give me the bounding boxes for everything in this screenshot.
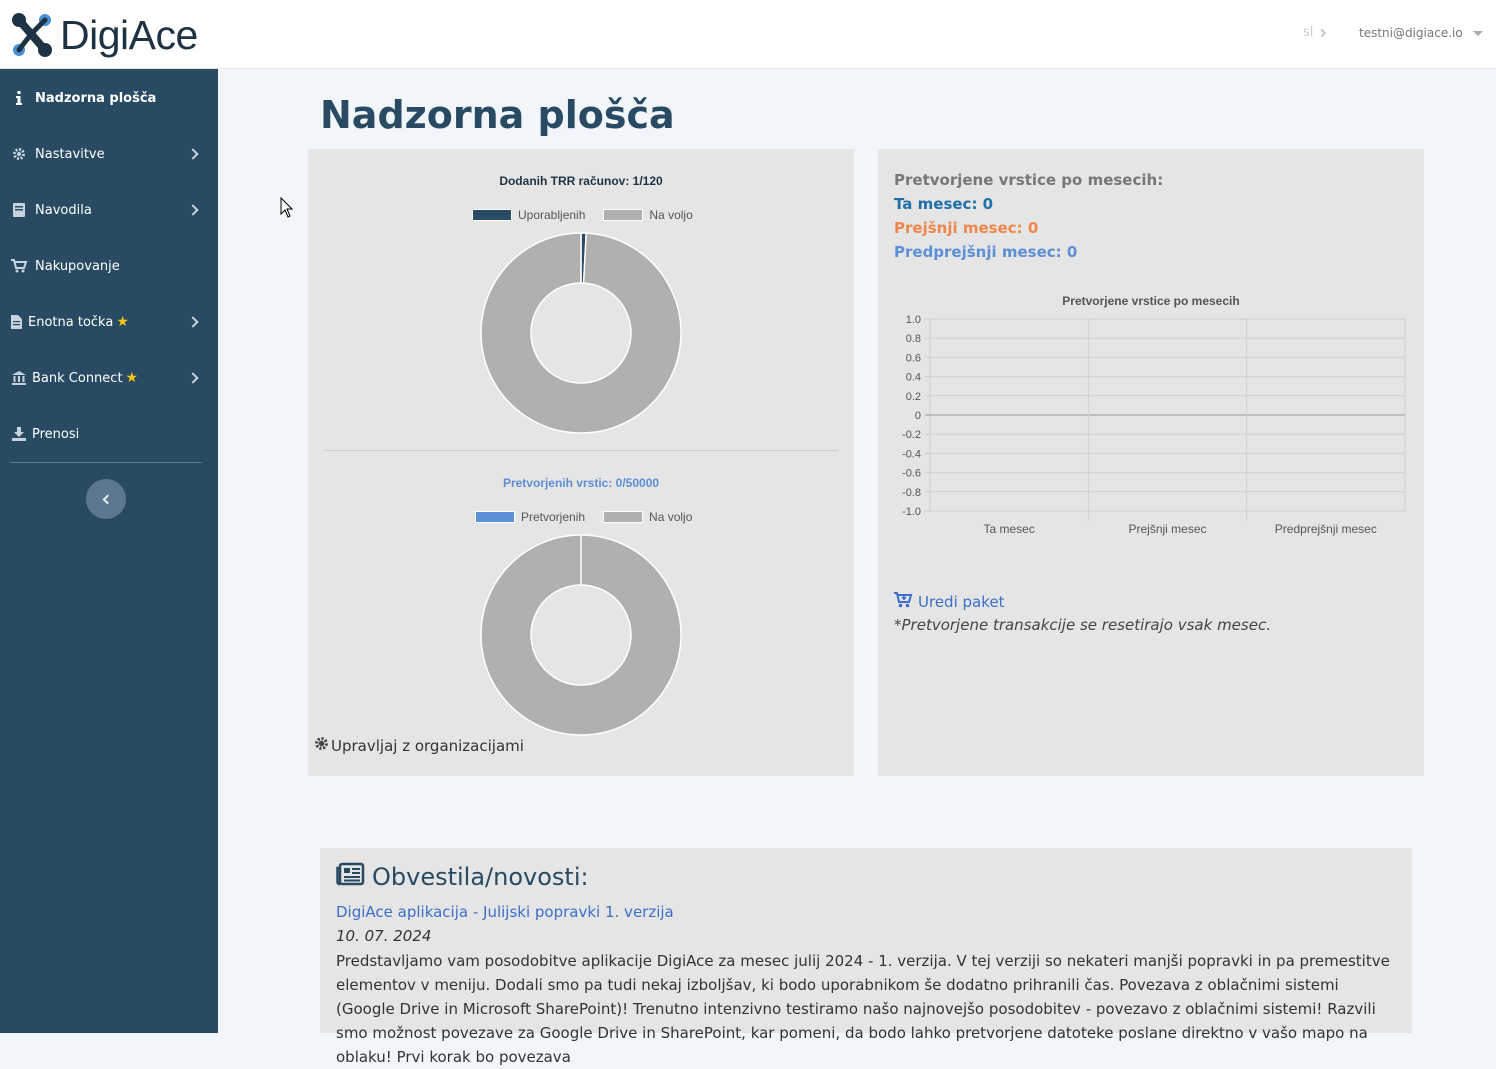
sidebar-item-label: Bank Connect ★ <box>32 370 139 386</box>
info-icon <box>11 90 27 106</box>
pie-slice-na-voljo <box>481 233 681 433</box>
y-tick-label: -0.4 <box>902 448 921 461</box>
sidebar-item-shopping[interactable] <box>0 238 218 294</box>
bank-icon <box>11 370 27 386</box>
cart-icon <box>11 258 27 274</box>
y-tick-label: -0.8 <box>902 486 921 499</box>
news-heading-label: Obvestila/novosti: <box>372 863 589 891</box>
edit-package-label: Uredi paket <box>918 593 1005 611</box>
legend-swatch <box>472 209 512 221</box>
chevron-right-icon <box>187 372 198 383</box>
language-label: sl <box>1303 25 1314 40</box>
accounts-card <box>308 149 854 776</box>
rows-chart-title: Pretvorjenih vrstic: 0/50000 <box>502 476 660 490</box>
logo-mark-icon <box>10 12 54 58</box>
user-email: testni@digiace.io <box>1359 26 1463 40</box>
logo-text: DigiAce <box>60 11 198 58</box>
conversion-summary <box>894 168 1163 264</box>
manage-organizations-link[interactable] <box>314 736 524 755</box>
chevron-right-icon <box>187 204 198 215</box>
sidebar-item-downloads[interactable] <box>0 406 218 462</box>
chevron-left-icon <box>103 494 113 504</box>
prev-month-count: Predprejšnji mesec: 0 <box>894 243 1078 261</box>
chevron-right-icon <box>187 316 198 327</box>
monthly-bar-chart <box>878 309 1424 539</box>
sidebar-item-dashboard[interactable] <box>0 70 218 126</box>
last-month-count: Prejšnji mesec: 0 <box>894 219 1039 237</box>
cart-icon <box>894 592 912 612</box>
sidebar-item-label: Nadzorna plošča <box>35 90 157 106</box>
bar-chart-title: Pretvorjene vrstice po mesecih <box>1062 294 1240 308</box>
gear-icon <box>314 736 329 755</box>
sidebar-item-label: Nakupovanje <box>35 258 120 274</box>
document-icon <box>8 314 24 330</box>
sidebar-item-label: Prenosi <box>32 426 80 442</box>
y-tick-label: 0.4 <box>905 371 921 384</box>
star-icon: ★ <box>116 314 129 330</box>
caret-down-icon <box>1473 31 1483 36</box>
y-tick-label: -1.0 <box>902 506 921 518</box>
this-month-count: Ta mesec: 0 <box>894 195 994 213</box>
legend-label: Na voljo <box>649 208 693 222</box>
newspaper-icon <box>336 863 364 891</box>
rows-donut-chart <box>480 534 682 736</box>
page-title: Nadzorna plošča <box>320 93 675 137</box>
sidebar-item-label: Enotna točka ★ <box>28 314 129 330</box>
y-tick-label: -0.6 <box>902 467 921 480</box>
chevron-right-icon <box>1318 28 1326 36</box>
sidebar-item-settings[interactable] <box>0 126 218 182</box>
x-tick-label: Predprejšnji mesec <box>1274 522 1377 536</box>
sidebar-divider <box>10 462 202 463</box>
star-icon: ★ <box>125 370 139 386</box>
sidebar <box>0 69 218 1033</box>
divider <box>323 450 838 451</box>
y-tick-label: 1.0 <box>905 314 921 326</box>
chevron-right-icon <box>187 148 198 159</box>
x-tick-label: Ta mesec <box>983 522 1035 536</box>
legend-label: Na voljo <box>649 510 693 524</box>
news-item-link[interactable]: DigiAce aplikacija - Julijski popravki 1. verzija <box>336 903 674 921</box>
conversion-heading: Pretvorjene vrstice po mesecih: <box>894 171 1164 189</box>
news-heading <box>336 863 589 891</box>
top-bar <box>0 0 1496 69</box>
download-icon <box>11 426 27 442</box>
book-icon <box>11 202 27 218</box>
accounts-legend <box>472 208 693 222</box>
x-tick-label: Prejšnji mesec <box>1128 522 1207 536</box>
y-tick-label: 0 <box>914 410 921 422</box>
mouse-cursor-icon <box>280 197 294 219</box>
sidebar-item-label: Nastavitve <box>35 146 105 162</box>
reset-note: *Pretvorjene transakcije se resetirajo vsak mesec. <box>894 616 1271 634</box>
gear-icon <box>11 146 27 162</box>
accounts-donut-chart <box>480 232 682 434</box>
manage-organizations-label: Upravljaj z organizacijami <box>331 736 524 755</box>
news-panel <box>320 848 1412 1066</box>
y-tick-label: 0.6 <box>905 352 921 365</box>
user-menu[interactable] <box>1359 26 1483 40</box>
sidebar-item-label: Navodila <box>35 202 92 218</box>
sidebar-collapse-button[interactable] <box>86 479 126 519</box>
sidebar-item-bank-connect[interactable] <box>0 350 218 406</box>
legend-swatch <box>603 511 643 523</box>
legend-swatch <box>475 511 515 523</box>
conversion-card <box>878 149 1424 776</box>
language-selector[interactable] <box>1303 25 1325 40</box>
sidebar-item-single-point[interactable] <box>0 294 218 350</box>
accounts-chart-title: Dodanih TRR računov: 1/120 <box>499 174 663 188</box>
news-item-body: Predstavljamo vam posodobitve aplikacije DigiAce za mesec julij 2024 - 1. verzija. V tej verziji so nekateri manjši popravki in pa premestitve elementov v meniju. Dodali smo pa tudi nekaj izboljšav, ki bodo uporabnikom še dodatno prihranili čas. Povezava z oblačnimi sistemi (Google Drive in Microsoft SharePoint)! Trenutno intenzivno testiramo našo najnovejšo posodobitev - povezavo z oblačnimi sistemi! Razvili smo možnost povezave za Google Drive in SharePoint, kar pomeni, da bodo lahko pretvorjene datoteke poslane direktno v vašo mapo na oblaku! Prvi korak bo povezava <box>336 952 1390 1066</box>
sidebar-item-guides[interactable] <box>0 182 218 238</box>
legend-label: Pretvorjenih <box>521 510 586 524</box>
y-tick-label: 0.2 <box>905 390 921 403</box>
legend-label: Uporabljenih <box>518 208 586 222</box>
y-tick-label: -0.2 <box>902 429 921 442</box>
legend-swatch <box>603 209 643 221</box>
news-item-date: 10. 07. 2024 <box>336 927 432 945</box>
logo[interactable] <box>10 12 198 58</box>
edit-package-link[interactable] <box>894 592 1004 612</box>
y-tick-label: 0.8 <box>905 333 921 346</box>
rows-legend <box>475 510 692 524</box>
